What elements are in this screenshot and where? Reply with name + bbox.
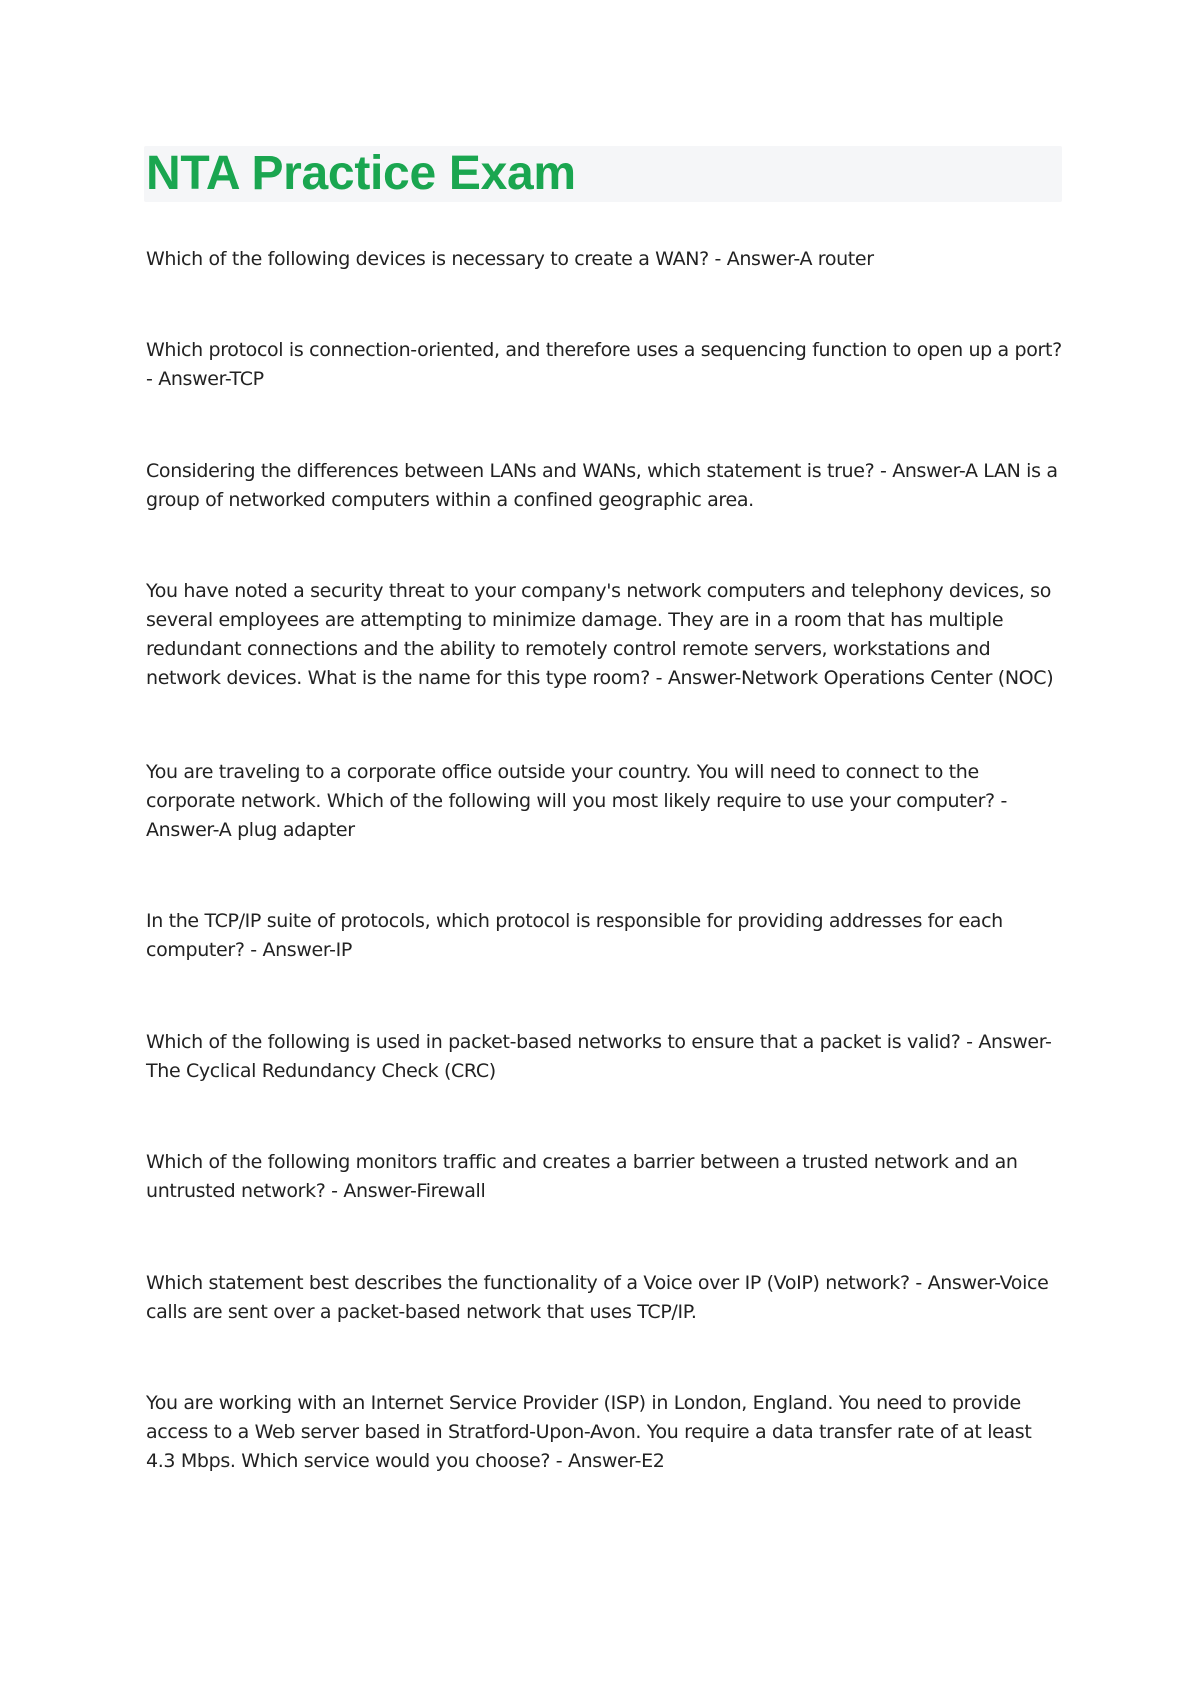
qa-item-6: In the TCP/IP suite of protocols, which protocol is responsible for providing addresses for each computer? - Answer-IP (146, 910, 1003, 961)
qa-item-5: You are traveling to a corporate office outside your country. You will need to connect to the corporate network. Which of the following will you most likely require to use your computer? - Answer-A plug adapter (146, 761, 1007, 841)
qa-item-4: You have noted a security threat to your company's network computers and telephony devices, so several employees are attempting to minimize damage. They are in a room that has multiple redundant connections and the ability to remotely control remote servers, workstations and network devices. What is the name for this type room? - Answer-Network Operations Center (NOC) (146, 580, 1054, 689)
document-title: NTA Practice Exam (146, 147, 576, 200)
qa-item-2: Which protocol is connection-oriented, and therefore uses a sequencing function to open up a port? - Answer-TCP (146, 339, 1062, 390)
qa-item-8: Which of the following monitors traffic and creates a barrier between a trusted network and an untrusted network? - Answer-Firewall (146, 1151, 1018, 1202)
qa-item-7: Which of the following is used in packet-based networks to ensure that a packet is valid? - Answer-The Cyclical Redundancy Check (CRC) (146, 1031, 1052, 1082)
qa-item-10: You are working with an Internet Service Provider (ISP) in London, England. You need to provide access to a Web server based in Stratford-Upon-Avon. You require a data transfer rate of at least 4.3 Mbps. Which service would you choose? - Answer-E2 (146, 1392, 1032, 1472)
qa-item-3: Considering the differences between LANs and WANs, which statement is true? - Answer-A LAN is a group of networked computers within a confined geographic area. (146, 460, 1058, 511)
qa-item-1: Which of the following devices is necessary to create a WAN? - Answer-A router (146, 248, 874, 270)
qa-item-9: Which statement best describes the functionality of a Voice over IP (VoIP) network? - Answer-Voice calls are sent over a packet-based network that uses TCP/IP. (146, 1272, 1049, 1323)
